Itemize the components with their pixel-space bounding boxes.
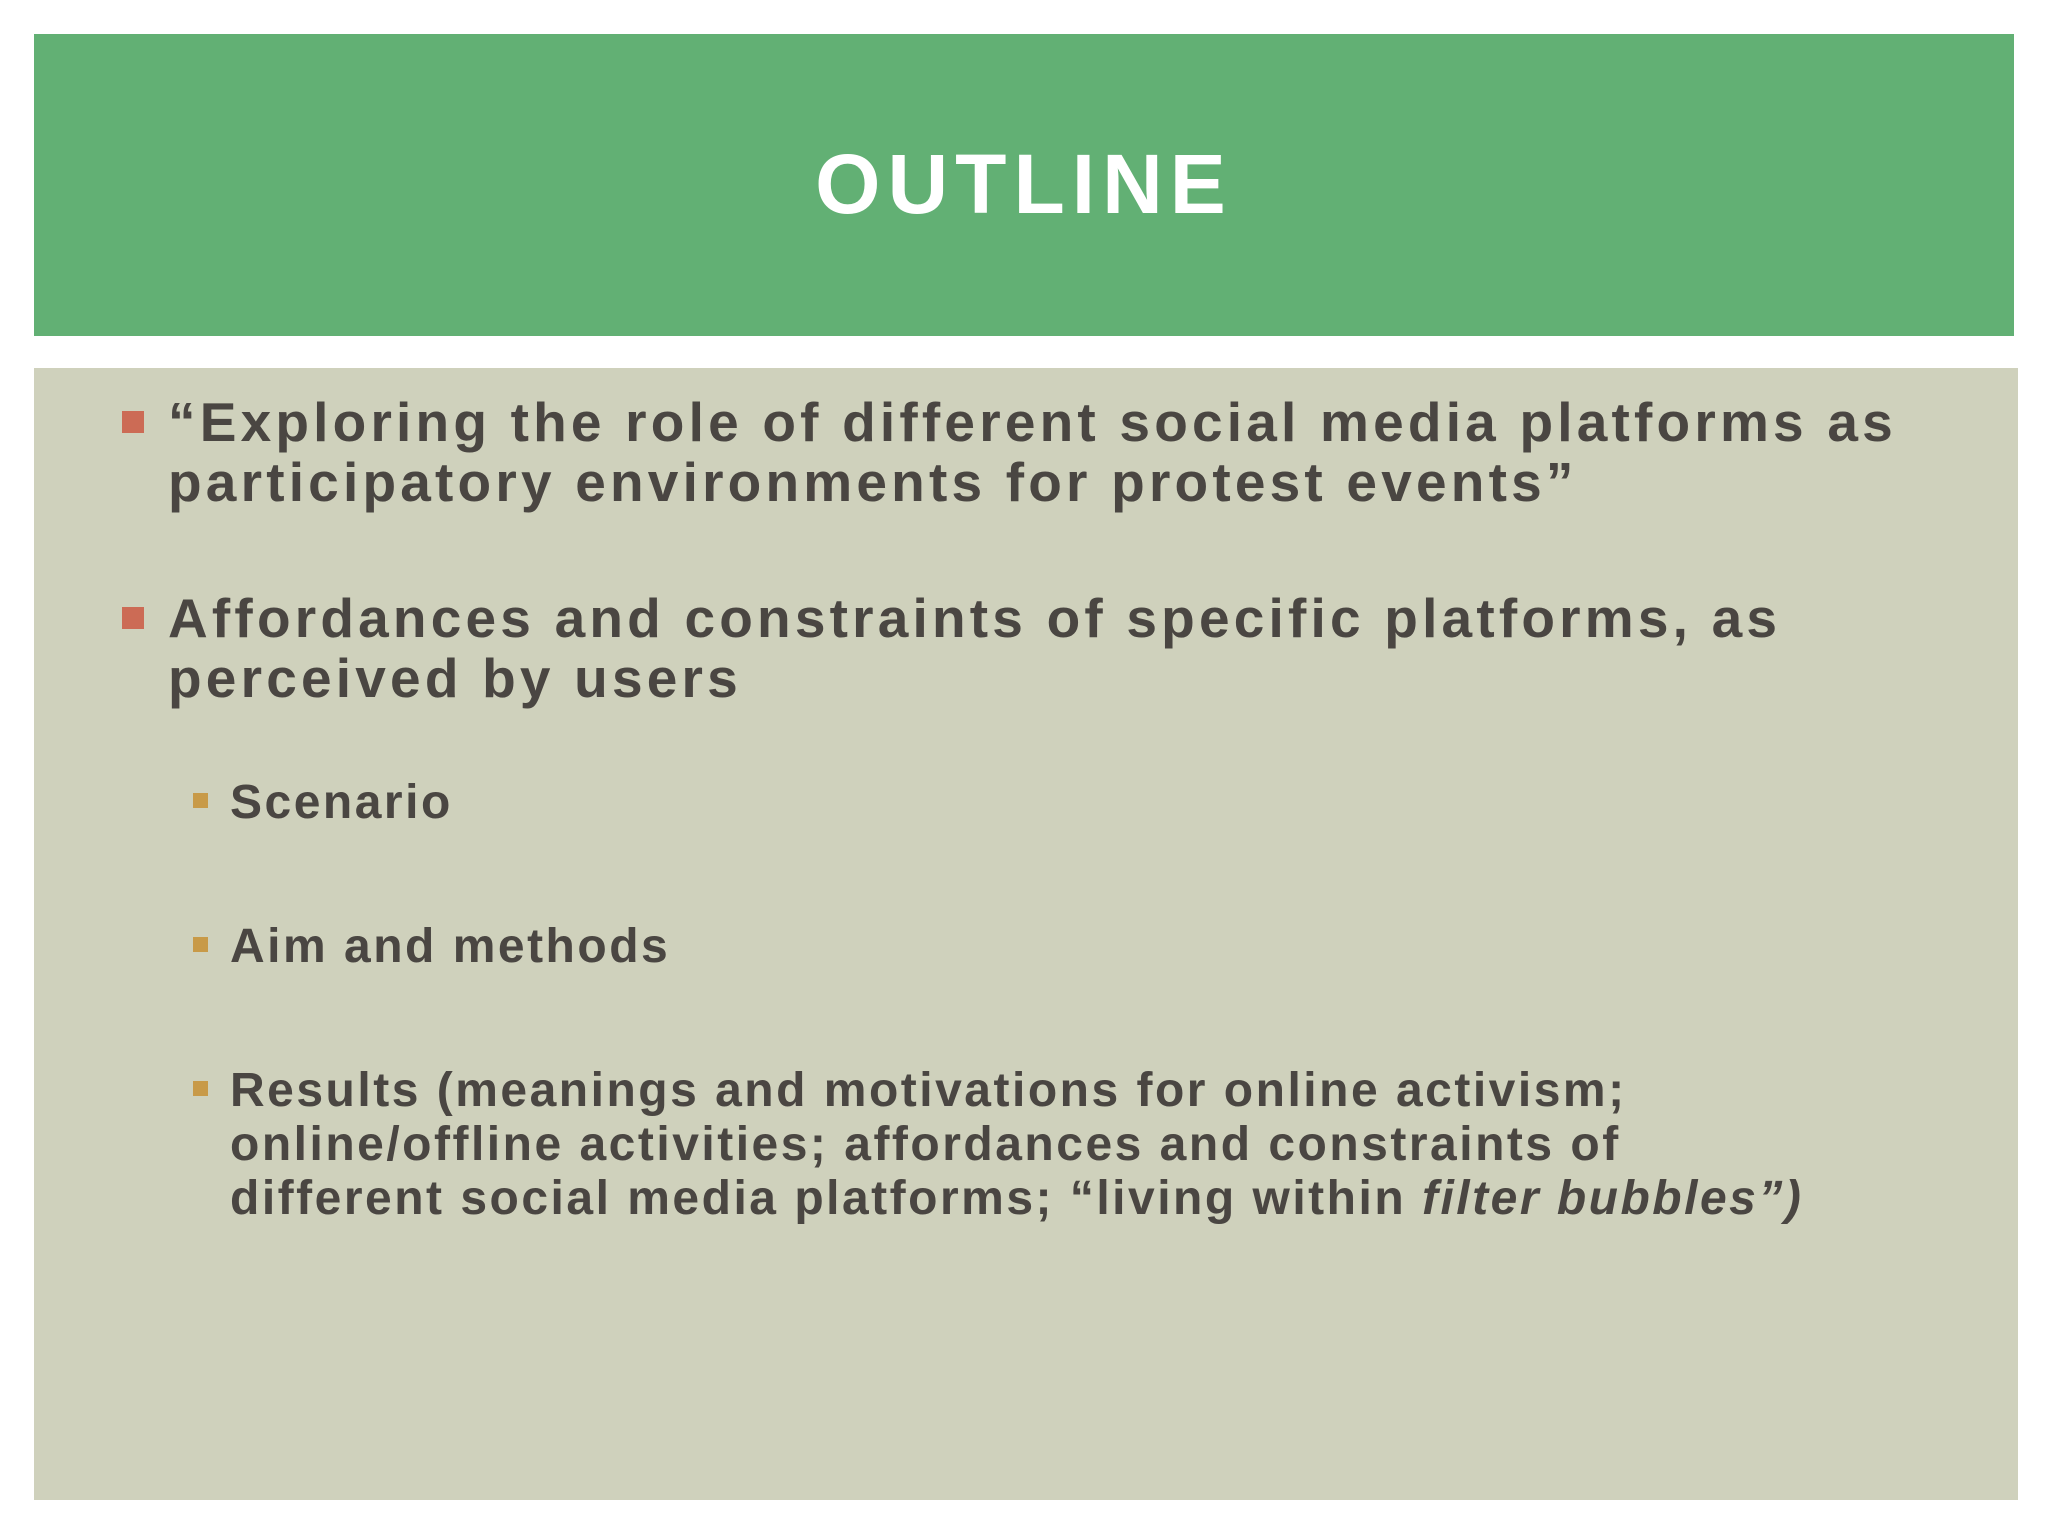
square-bullet-icon [122,411,144,433]
bullet-item [168,392,1928,512]
small-square-bullet-icon [193,937,208,952]
small-square-bullet-icon [193,1081,208,1096]
sub-bullet-item [230,1064,1830,1226]
sub-bullet-text-emphasis: filter bubbles [1421,1172,1759,1225]
sub-bullet-text: Aim and methods [230,920,671,973]
small-square-bullet-icon [193,793,208,808]
bullet-item [168,588,1928,708]
sub-bullet-item [230,920,1830,974]
sub-bullet-text: Scenario [230,776,453,829]
slide-title: OUTLINE [815,136,1233,231]
content-panel [34,368,2018,1500]
title-bar [34,34,2014,336]
sub-bullet-text-end: ”) [1758,1172,1804,1225]
bullet-text: “Exploring the role of different social media platforms as participatory environments for protest events” [168,391,1897,513]
sub-bullet-item [230,776,1830,830]
square-bullet-icon [122,607,144,629]
bullet-text: Affordances and constraints of specific platforms, as perceived by users [168,587,1782,709]
sub-bullet-text-start: Results (meanings and motivations for online activism; online/offline activities; affordances and constraints of different social media platforms; “living within [230,1064,1627,1225]
